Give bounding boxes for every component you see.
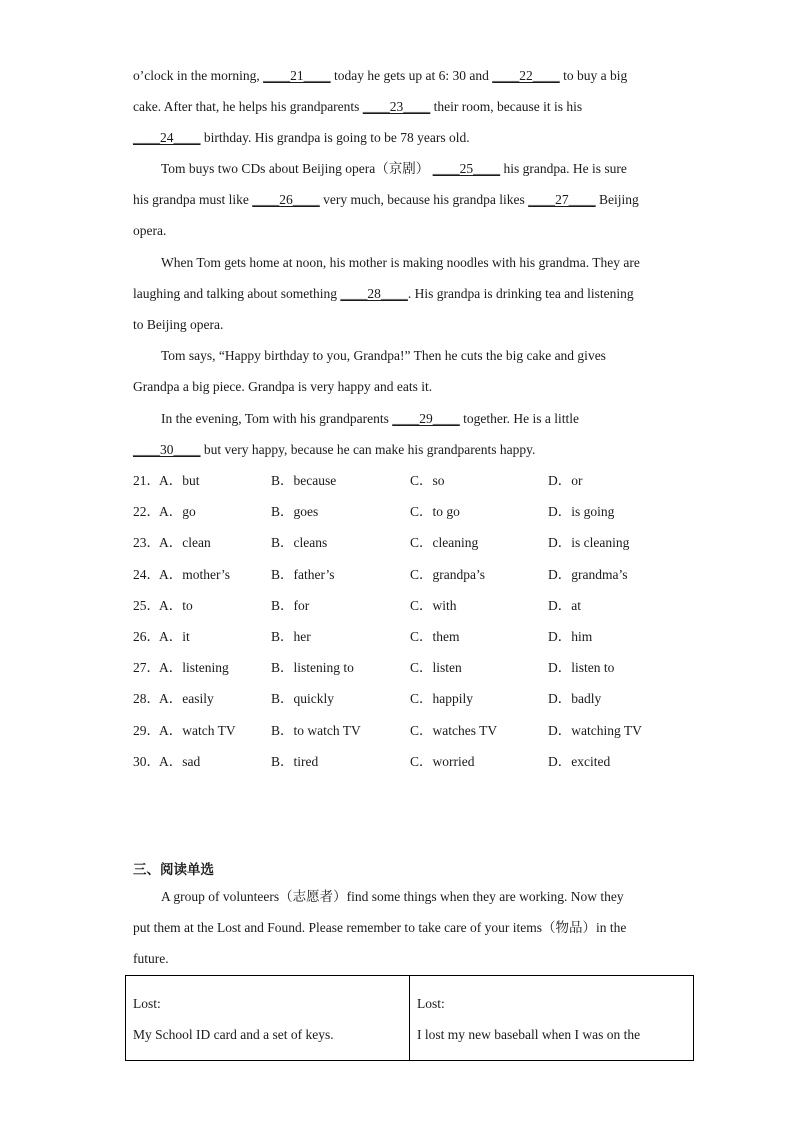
option-b[interactable]: B．her (271, 629, 311, 644)
passage-line (161, 410, 579, 428)
option-c[interactable]: C．so (410, 473, 445, 488)
question-row (133, 690, 693, 708)
lost-found-table (125, 975, 694, 1061)
answer-blank: ____26____ (252, 192, 320, 207)
passage-line (161, 160, 627, 178)
intro-line: put them at the Lost and Found. Please remember to take care of your items（物品）in the (133, 920, 627, 935)
passage-line (161, 254, 640, 272)
question-row (133, 534, 693, 552)
lost-description: My School ID card and a set of keys. (133, 1027, 334, 1042)
passage-text: . His grandpa is drinking tea and listening (407, 286, 634, 301)
passage-text: to Beijing opera. (133, 317, 224, 332)
question-number: 29． (133, 722, 160, 738)
answer-blank: ____23____ (362, 99, 431, 114)
option-b[interactable]: B．father’s (271, 566, 335, 582)
question-row (133, 753, 693, 771)
option-a[interactable]: A．go (159, 504, 196, 520)
answer-blank: ____28____ (340, 286, 408, 301)
option-b[interactable]: B．cleans (271, 535, 328, 551)
option-d[interactable]: D．is cleaning (548, 535, 630, 551)
option-a[interactable]: A．to (159, 597, 193, 613)
passage-text: together. He is a little (459, 411, 579, 426)
passage-text: their room, because it is his (430, 99, 583, 114)
passage-text: today he gets up at 6: 30 and (330, 68, 493, 83)
question-number: 22． (133, 504, 160, 520)
option-b[interactable]: B．for (271, 597, 310, 613)
question-number: 27． (133, 660, 160, 676)
question-number: 24． (133, 566, 160, 582)
option-a[interactable]: A．clean (159, 535, 211, 551)
option-d[interactable]: D．grandma’s (548, 566, 628, 582)
passage-text: cake. After that, he helps his grandparents (133, 99, 363, 114)
passage-line (133, 316, 223, 334)
option-b[interactable]: B．goes (271, 504, 319, 520)
passage-text: When Tom gets home at noon, his mother is making noodles with his grandma. They are (161, 255, 640, 270)
option-c[interactable]: C．them (410, 629, 460, 644)
passage-line (133, 285, 634, 303)
option-a[interactable]: A．sad (159, 753, 201, 769)
passage-text: opera. (133, 223, 167, 238)
option-a[interactable]: A．but (159, 473, 200, 488)
option-a[interactable]: A．watch TV (159, 722, 236, 738)
section-title: 三、阅读单选 (133, 862, 214, 878)
passage-line (161, 347, 606, 365)
option-d[interactable]: D．listen to (548, 660, 615, 676)
passage-text: his grandpa must like (133, 192, 253, 207)
passage-text: In the evening, Tom with his grandparents (161, 411, 393, 426)
question-number: 25． (133, 597, 160, 613)
lost-description: I lost my new baseball when I was on the (417, 1027, 641, 1042)
passage-text: o’clock in the morning, (133, 68, 264, 83)
passage-text: Tom says, “Happy birthday to you, Grandpa!” Then he cuts the big cake and gives (161, 348, 606, 363)
passage-line (133, 441, 535, 459)
passage-text: birthday. His grandpa is going to be 78 years old. (200, 130, 470, 145)
answer-blank: ____22____ (492, 68, 560, 83)
passage-text: very much, because his grandpa likes (319, 192, 529, 207)
answer-blank: ____29____ (392, 411, 460, 426)
option-c[interactable]: C．watches TV (410, 722, 498, 738)
question-number: 30． (133, 753, 160, 769)
passage-text: Grandpa a big piece. Grandpa is very happy and eats it. (133, 379, 433, 394)
question-number: 26． (133, 629, 160, 644)
answer-blank: ____21____ (263, 68, 331, 83)
option-a[interactable]: A．listening (159, 660, 229, 676)
option-c[interactable]: C．happily (410, 691, 473, 707)
option-d[interactable]: D．watching TV (548, 722, 642, 738)
option-c[interactable]: C．to go (410, 504, 460, 520)
lost-label: Lost: (417, 996, 445, 1011)
passage-line (133, 378, 432, 396)
passage-line (133, 222, 166, 240)
option-b[interactable]: B．listening to (271, 660, 354, 676)
option-c[interactable]: C．cleaning (410, 535, 479, 551)
intro-line: A group of volunteers（志愿者）find some things when they are working. Now they (161, 889, 624, 904)
option-c[interactable]: C．listen (410, 660, 462, 676)
option-a[interactable]: A．it (159, 629, 190, 644)
option-b[interactable]: B．quickly (271, 691, 334, 707)
option-c[interactable]: C．worried (410, 753, 475, 769)
passage-text: but very happy, because he can make his grandparents happy. (200, 442, 536, 457)
question-number: 21． (133, 473, 160, 488)
answer-blank: ____24____ (133, 130, 201, 145)
option-d[interactable]: D．is going (548, 504, 615, 520)
passage-line (133, 98, 582, 116)
question-row (133, 503, 693, 521)
answer-blank: ____27____ (528, 192, 596, 207)
lost-item-left (126, 976, 410, 1061)
passage-text: Tom buys two CDs about Beijing opera（京剧） (161, 161, 433, 176)
question-number: 23． (133, 535, 160, 551)
answer-blank: ____30____ (133, 442, 201, 457)
passage-text: to buy a big (559, 68, 628, 83)
option-d[interactable]: D．excited (548, 753, 611, 769)
question-row (133, 722, 693, 740)
question-row (133, 659, 693, 677)
option-d[interactable]: D．or (548, 473, 583, 488)
intro-line: future. (133, 951, 169, 966)
option-b[interactable]: B．to watch TV (271, 722, 361, 738)
question-row (133, 628, 693, 646)
option-a[interactable]: A．easily (159, 691, 214, 707)
passage-text: his grandpa. He is sure (500, 161, 627, 176)
option-d[interactable]: D．badly (548, 691, 602, 707)
question-number: 28． (133, 691, 160, 707)
lost-item-right (410, 976, 694, 1061)
option-d[interactable]: D．at (548, 597, 581, 613)
passage-line (133, 67, 627, 85)
passage-line (133, 191, 639, 209)
option-c[interactable]: C．with (410, 597, 457, 613)
question-row (133, 597, 693, 615)
option-b[interactable]: B．because (271, 473, 337, 488)
option-b[interactable]: B．tired (271, 753, 319, 769)
question-row (133, 472, 693, 490)
option-d[interactable]: D．him (548, 629, 593, 644)
question-row (133, 566, 693, 584)
answer-blank: ____25____ (432, 161, 501, 176)
lost-label: Lost: (133, 996, 161, 1011)
option-c[interactable]: C．grandpa’s (410, 566, 485, 582)
option-a[interactable]: A．mother’s (159, 566, 230, 582)
passage-text: Beijing (595, 192, 639, 207)
passage-text: laughing and talking about something (133, 286, 341, 301)
passage-line (133, 129, 470, 147)
